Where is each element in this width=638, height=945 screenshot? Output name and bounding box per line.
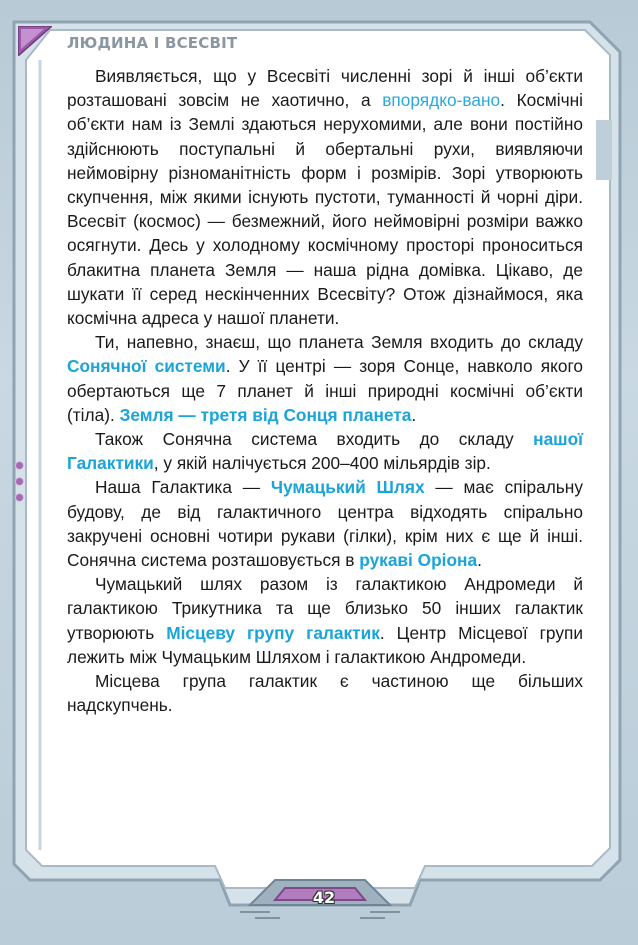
text-segment: Місцева група галактик є частиною ще більших надскупчень. xyxy=(67,671,583,716)
highlighted-term: нашої Галактики xyxy=(67,429,583,474)
highlighted-term: Земля — третя від Сонця планета xyxy=(119,404,412,425)
page-number-badge xyxy=(0,870,638,930)
highlighted-term: Чумацький Шлях xyxy=(270,477,425,498)
text-segment: Ти, напевно, знаєш, що планета Земля входить до складу xyxy=(95,332,583,353)
paragraph xyxy=(67,572,583,669)
corner-tab-icon xyxy=(18,26,52,56)
text-segment: Виявляється, що у Всесвіті численні зорі й інші об’єкти розташовані зовсім не хаотично, а xyxy=(67,66,583,111)
side-dot xyxy=(16,494,23,501)
text-segment: , у якій налічується 200–400 мільярдів зір. xyxy=(153,453,491,474)
text-segment: Чумацький шлях разом із галактикою Андромеди й галактикою Трикутника та ще близько 50 інших галактик утворюють xyxy=(67,574,583,643)
main-text xyxy=(67,64,583,717)
text-segment: . Космічні об’єкти нам із Землі здаються нерухомими, але вони постійно здійснюють поступальні й обертальні рухи, виявляючи неймовірну різноманітність форм і розмірів. Зорі утворюють скупчення, між якими існують пустоти, туманності й чорні діри. Всесвіт (космос) — безмежний, його неймовірні розміри важко осягнути. Десь у холодному космічному просторі проноситься блакитна планета Земля — наша рідна домівка. Цікаво, де шукати її серед нескінченних Всесвіту? Отож дізнаймося, яка космічна адреса у нашої планети. xyxy=(67,90,583,329)
paragraph xyxy=(67,427,583,475)
paragraph xyxy=(67,669,583,717)
text-segment: — має спіральну будову, де від галактичного центра відходять спірально закручені основні чотири рукави (гілки), крім них є ще й інші. Сонячна система розташовується в xyxy=(67,477,583,571)
paragraph xyxy=(67,64,583,330)
paragraph xyxy=(67,475,583,572)
paragraph xyxy=(67,330,583,427)
side-dot xyxy=(16,478,23,485)
text-segment: . Центр Місцевої групи лежить між Чумацьким Шляхом і галактикою Андромеди. xyxy=(67,622,584,667)
highlighted-term: впорядко-вано xyxy=(382,90,501,111)
highlighted-term: рукаві Оріона xyxy=(359,550,478,571)
highlighted-term: Сонячної системи xyxy=(67,356,226,377)
highlighted-term: Місцеву групу галактик xyxy=(166,622,380,643)
text-segment: . xyxy=(411,404,417,425)
page-number: 42 xyxy=(312,888,336,907)
text-segment: Також Сонячна система входить до складу xyxy=(95,429,534,450)
side-dots xyxy=(16,462,23,510)
text-segment: . У її центрі — зоря Сонце, навколо якого обертаються ще 7 планет й інші природні космічні об’єкти (тіла). xyxy=(67,356,583,425)
text-segment: Наша Галактика — xyxy=(95,477,271,498)
page-header: ЛЮДИНА І ВСЕСВІТ xyxy=(67,34,238,52)
side-dot xyxy=(16,462,23,469)
text-segment: . xyxy=(477,550,482,571)
